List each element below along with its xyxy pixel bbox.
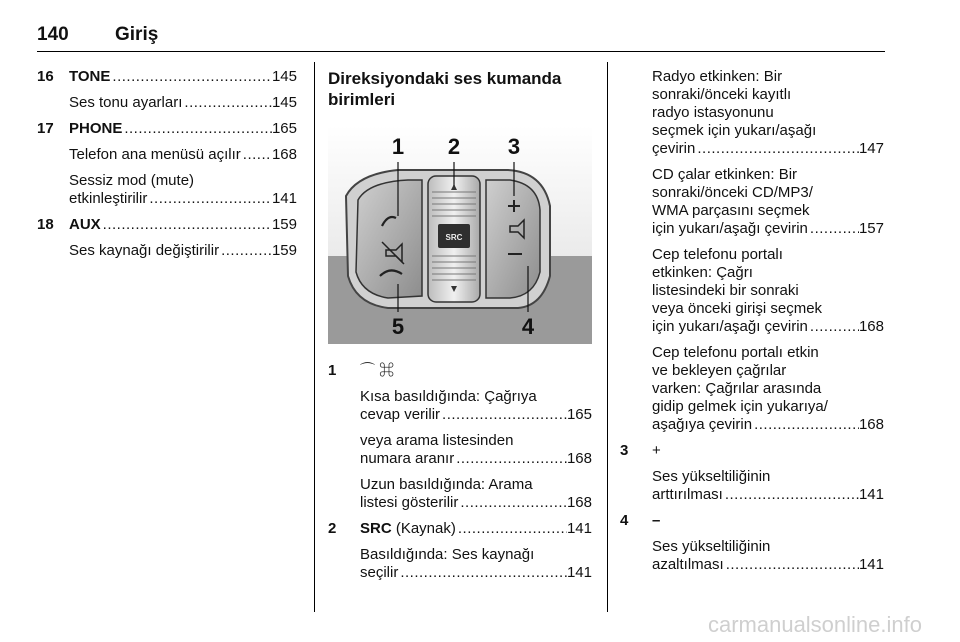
page-ref: 141	[858, 486, 884, 503]
page-ref: 165	[566, 406, 592, 423]
page-title: Giriş	[115, 24, 159, 45]
item-4: 4 – Ses yükseltiliğinin azaltılması ..... 141	[620, 512, 884, 574]
paragraph-cd: CD çalar etkinken: Bir sonraki/önceki CD/MP3/ WMA parçasını seçmek için yukarı/aşağı çevirin ..... 157	[652, 166, 884, 238]
page-ref: 141	[858, 556, 884, 573]
item-label: SRC	[360, 520, 392, 537]
item-label: AUX	[69, 216, 101, 233]
callout-3: 3	[507, 134, 521, 159]
sub-text: etkinleştirilir	[69, 190, 148, 207]
sub-text: Ses tonu ayarları	[69, 94, 183, 111]
minus-icon: –	[652, 512, 661, 529]
call-symbols-icon: ⌒ ⌘	[360, 362, 395, 379]
callout-2: 2	[447, 134, 461, 159]
section-title: Direksiyondaki ses kumanda birimleri	[328, 69, 562, 109]
item-2: 2 SRC (Kaynak) ..... 141 Basıldığında: Ses kaynağı seçilir ..... 141	[328, 520, 592, 582]
left-column	[37, 68, 297, 268]
page-ref: 157	[858, 220, 884, 237]
sub-text: Telefon ana menüsü açılır	[69, 146, 241, 163]
page-ref: 141	[271, 190, 297, 207]
page-ref: 165	[271, 120, 297, 137]
page-ref: 141	[566, 564, 592, 581]
page-ref: 159	[271, 216, 297, 233]
page-ref: 168	[271, 146, 297, 163]
page-ref: 159	[271, 242, 297, 259]
page-ref: 168	[566, 450, 592, 467]
item-label: TONE	[69, 68, 111, 85]
src-button-label: SRC	[445, 233, 463, 242]
page-ref: 145	[271, 68, 297, 85]
item-number: 17	[37, 120, 54, 137]
plus-icon: +	[652, 442, 661, 459]
callout-4: 4	[521, 314, 535, 339]
callout-1: 1	[391, 134, 405, 159]
paragraph-phone: Cep telefonu portalı etkinken: Çağrı listesindeki bir sonraki veya önceki girişi seçmek için yukarı/aşağı çevirin ..... 168	[652, 246, 884, 336]
item-label: PHONE	[69, 120, 123, 137]
paragraph-waiting-calls: Cep telefonu portalı etkin ve bekleyen çağrılar varken: Çağrılar arasında gidip gelmek için yukarıya/ aşağıya çevirin ..... 168	[652, 344, 884, 434]
item-number: 16	[37, 68, 54, 85]
item-number: 2	[328, 520, 337, 537]
column-divider-right	[607, 62, 608, 612]
item-17	[37, 120, 297, 208]
item-16	[37, 68, 297, 112]
page-ref: 168	[566, 494, 592, 511]
item-18	[37, 216, 297, 260]
item-3: 3 + Ses yükseltiliğinin arttırılması ..... 141	[620, 442, 884, 504]
callout-5: 5	[391, 314, 405, 339]
page-ref: 168	[858, 318, 884, 335]
page-ref: 145	[271, 94, 297, 111]
steering-wheel-controls-photo	[328, 126, 592, 344]
sub-text: Sessiz mod (mute)	[69, 172, 195, 189]
right-column	[620, 68, 884, 582]
page-ref: 141	[566, 520, 592, 537]
middle-column	[328, 68, 592, 590]
item-1: 1 ⌒ ⌘ Kısa basıldığında: Çağrıya cevap verilir ..... 165 veya arama listesinden numara aranır ..... 168 Uzun basıldığında: Arama listesi gösterilir ..... 168	[328, 362, 592, 512]
page-ref: 147	[858, 140, 884, 157]
watermark[interactable]: carmanualsonline.info	[707, 612, 922, 637]
sub-text: Ses kaynağı değiştirilir	[69, 242, 220, 259]
item-number: 4	[620, 512, 629, 529]
page-number: 140	[37, 24, 69, 45]
column-divider-left	[314, 62, 315, 612]
page-ref: 168	[858, 416, 884, 433]
paragraph-radio: Radyo etkinken: Bir sonraki/önceki kayıtlı radyo istasyonunu seçmek için yukarı/aşağı çevirin ..... 147	[652, 68, 884, 158]
page-header	[37, 22, 885, 52]
item-number: 18	[37, 216, 54, 233]
item-number: 3	[620, 442, 629, 459]
item-number: 1	[328, 362, 337, 379]
